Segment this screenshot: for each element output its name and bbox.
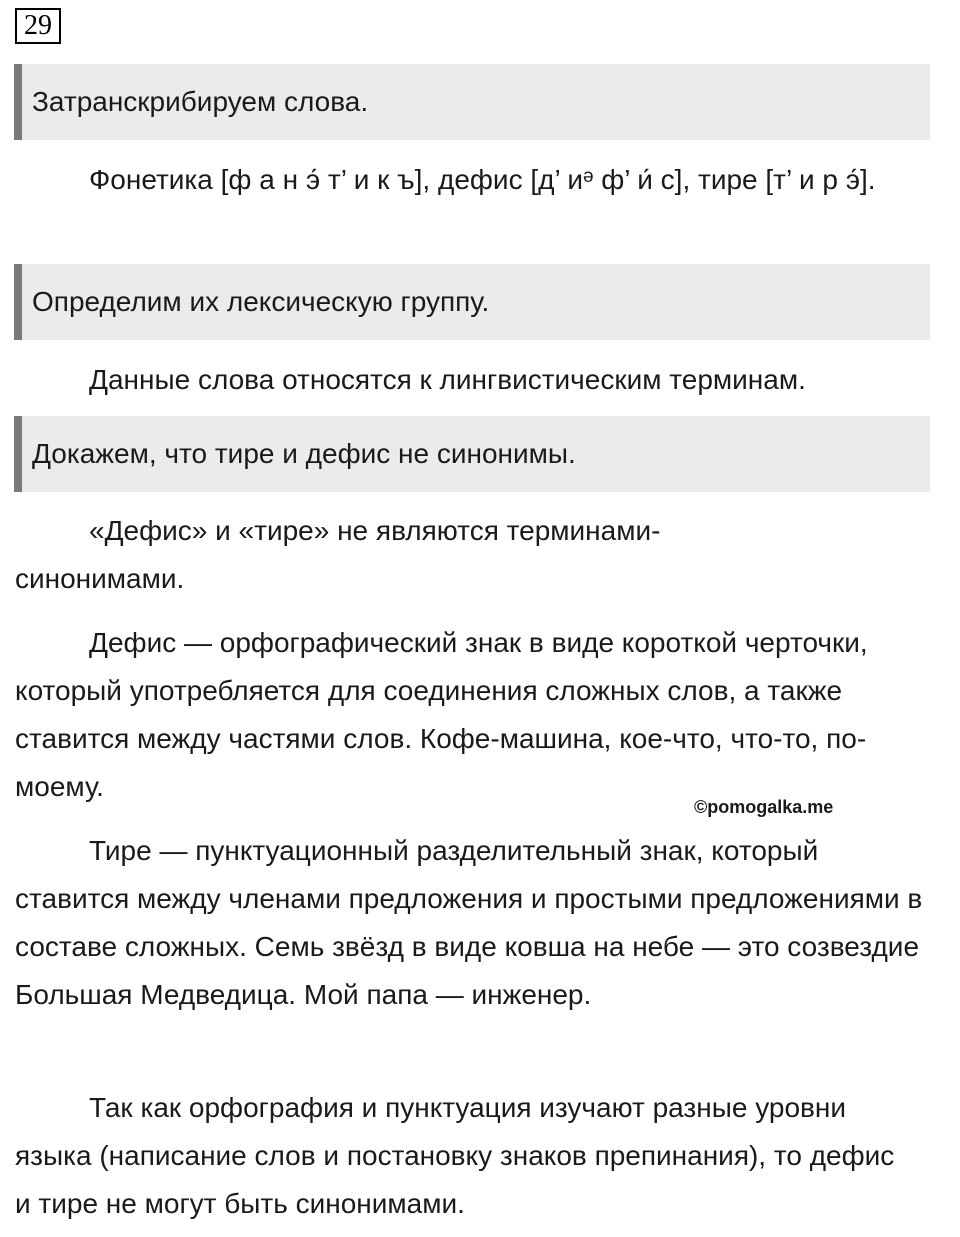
section-heading-proof bbox=[14, 416, 930, 492]
section-heading-text: Затранскрибируем слова. bbox=[32, 86, 369, 117]
section-heading-text: Докажем, что тире и дефис не синонимы. bbox=[32, 438, 576, 469]
transcription-paragraph: Фонетика [ф а н э́ т’ и к ъ], дефис [д’ иᵊ ф’ и́ с], тире [т’ и р э́]. bbox=[89, 164, 876, 195]
proof-paragraph-intro: «Дефис» и «тире» не являются терминами-синонимами. bbox=[15, 515, 661, 594]
proof-paragraph-dash: Тире — пунктуационный разделительный знак, который ставится между членами предложения и простыми предложениями в составе сложных. Семь звёзд в виде ковша на небе — это созвездие Большая Медведица. Мой папа — инженер. bbox=[15, 835, 923, 1010]
lexical-group-paragraph: Данные слова относятся к лингвистическим терминам. bbox=[89, 364, 806, 395]
task-number-box: 29 bbox=[15, 8, 61, 44]
section-heading-transcription bbox=[14, 64, 930, 140]
section-heading-text: Определим их лексическую группу. bbox=[32, 286, 490, 317]
watermark: ©pomogalka.me bbox=[694, 797, 834, 817]
proof-paragraph-hyphen: Дефис — орфографический знак в виде короткой черточки, который употребляется для соединения сложных слов, а также ставится между частями слов. Кофе-машина, кое-что, что-то, по-моему. bbox=[15, 627, 868, 802]
section-heading-lexical-group bbox=[14, 264, 930, 340]
proof-paragraph-conclusion: Так как орфография и пунктуация изучают разные уровни языка (написание слов и постановку знаков препинания), то дефис и тире не могут быть синонимами. bbox=[15, 1092, 895, 1219]
